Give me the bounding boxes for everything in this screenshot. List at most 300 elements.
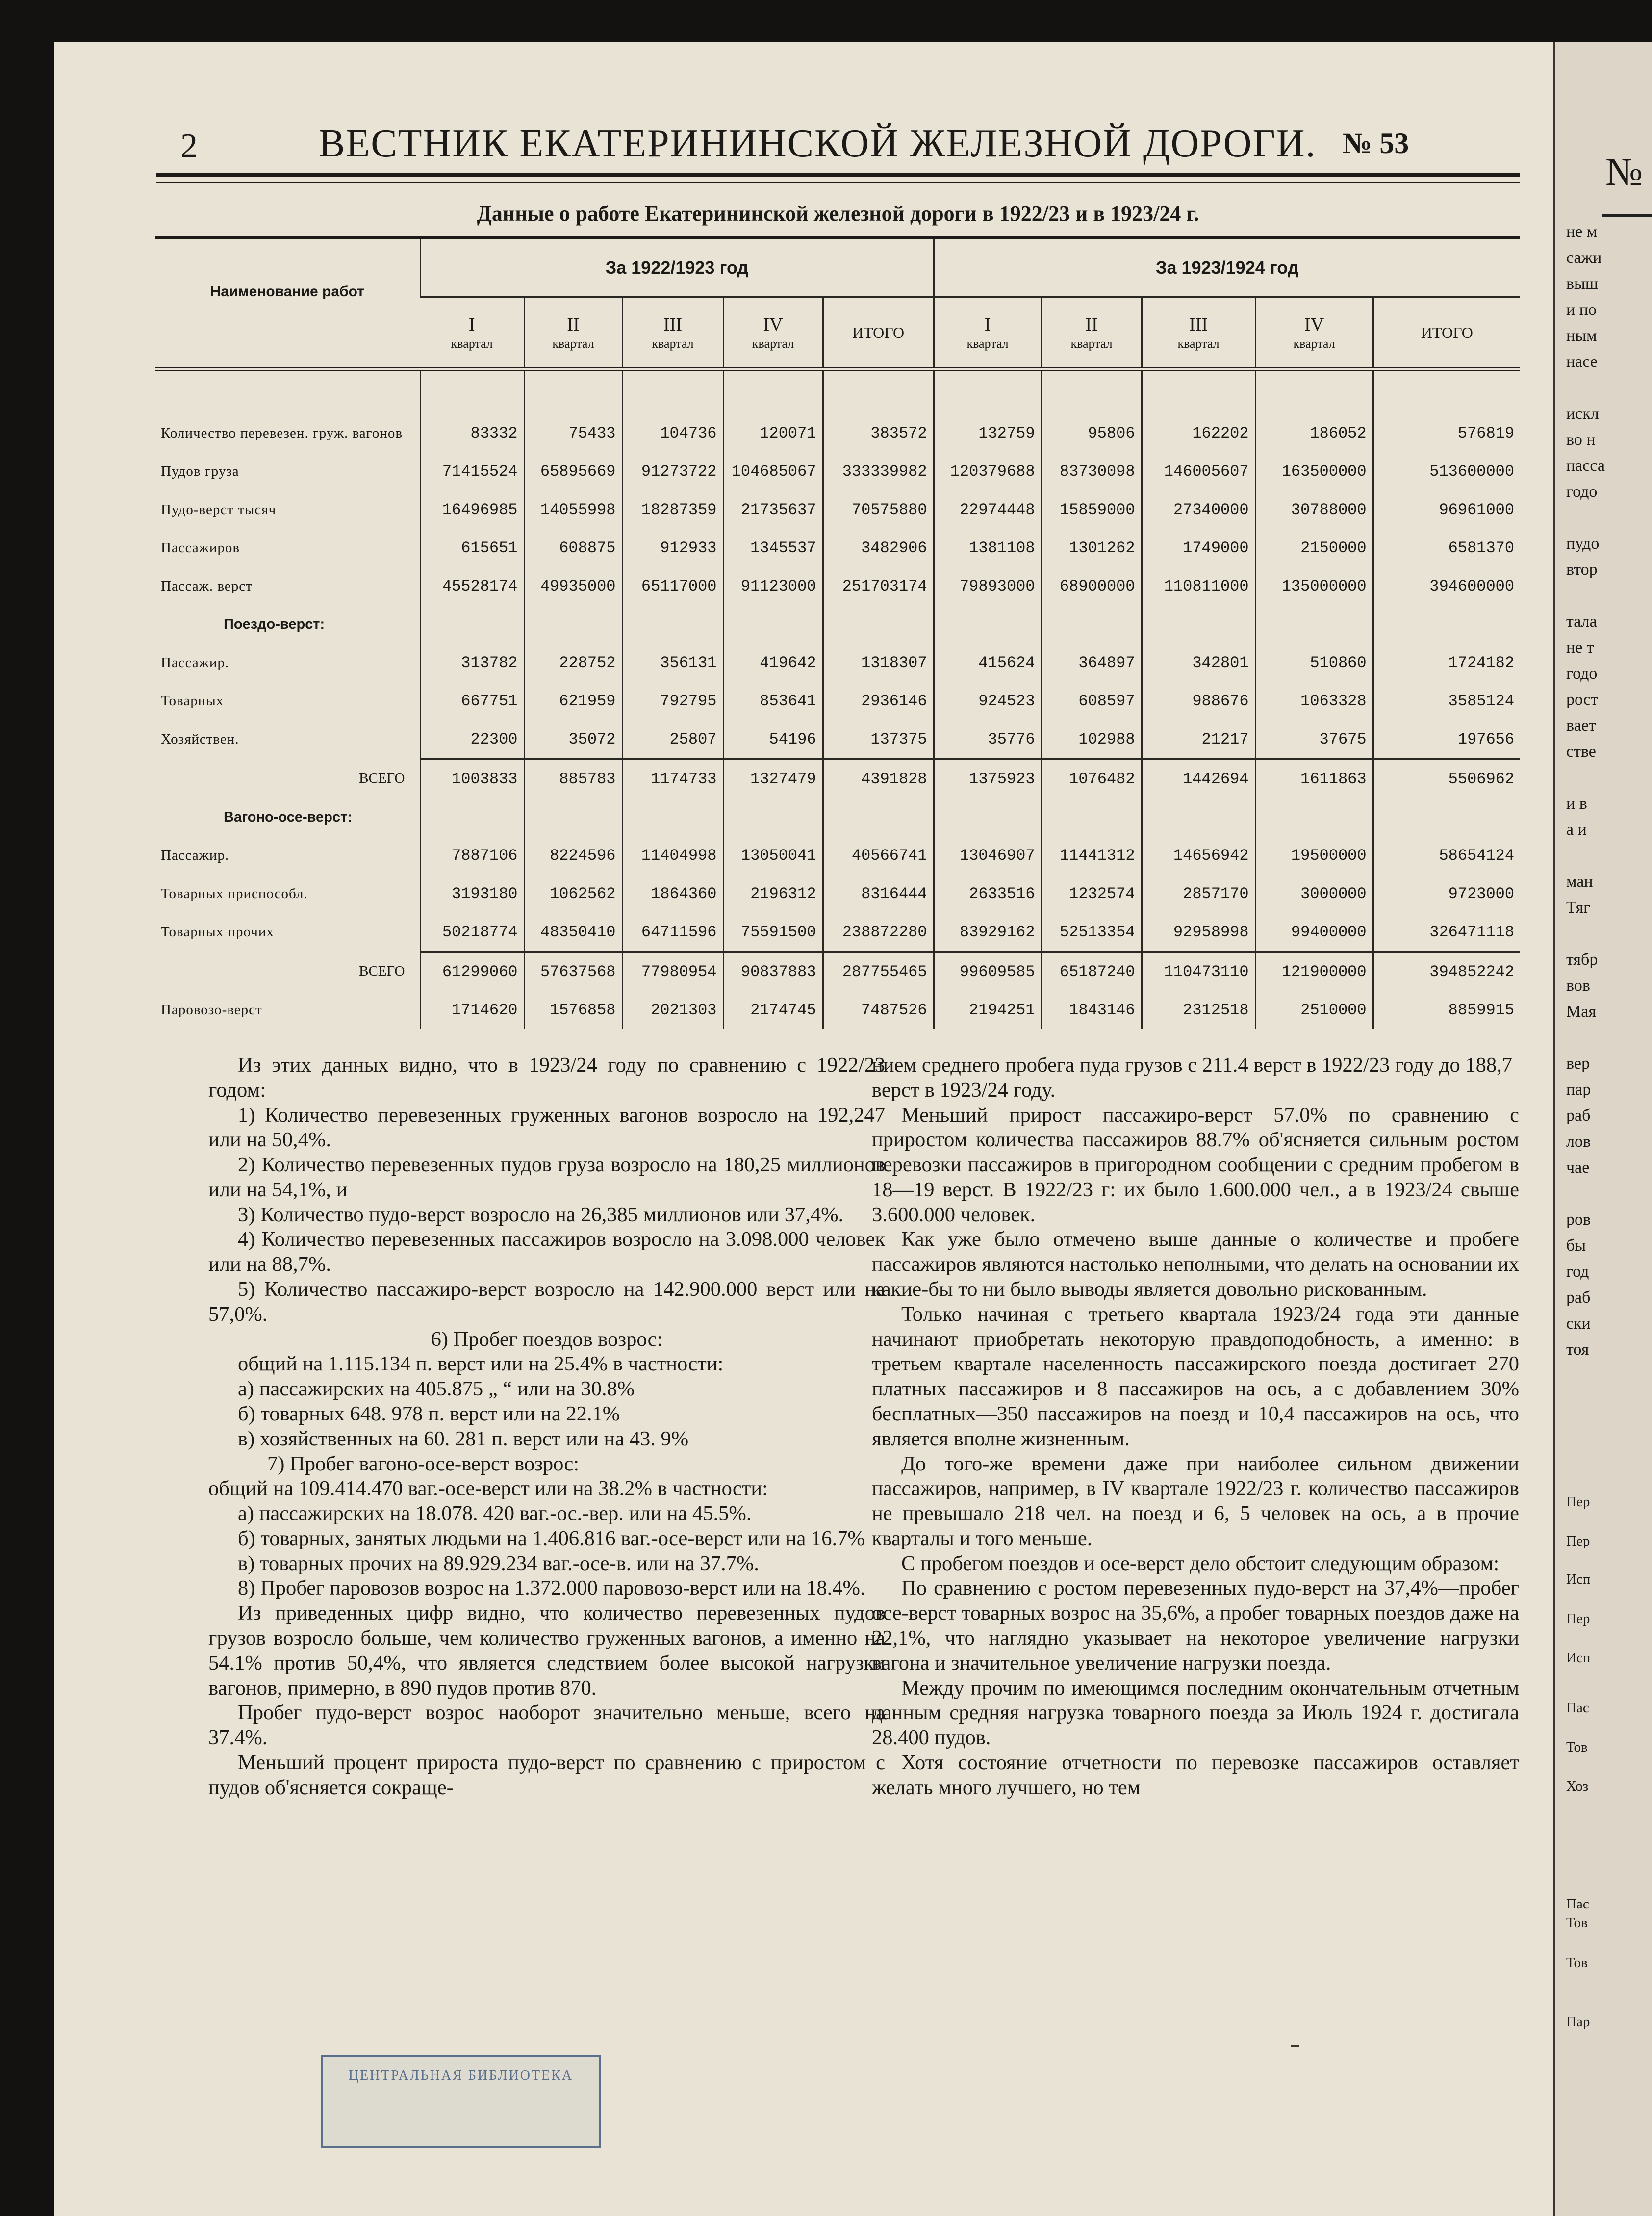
table-cell: 1327479 <box>723 759 823 799</box>
table-cell: 8316444 <box>823 875 934 913</box>
table-cell: 2196312 <box>723 875 823 913</box>
adjacent-table-label: Пер <box>1566 1611 1590 1626</box>
paragraph: Между прочим по имеющимся последним окончательным отчетным данным средняя нагрузка товарного поезда за Июль 1924 г. достигала 28.400 пудов. <box>872 1676 1519 1750</box>
adjacent-text-line: не т <box>1566 639 1594 657</box>
table-cell: 30788000 <box>1255 490 1373 529</box>
quarter-word: квартал <box>1177 336 1220 351</box>
paragraph: Меньший процент прироста пудо-верст по сравнению с приростом с пудов об'ясняется сокраще- <box>208 1751 885 1799</box>
table-cell: 2633516 <box>934 875 1042 913</box>
adjacent-text-line: ски <box>1566 1314 1591 1333</box>
paragraph: б) товарных 648. 978 п. верст или на 22.1% <box>238 1402 620 1425</box>
table-row <box>155 529 1520 567</box>
table-cell: 1174733 <box>622 759 723 799</box>
table-caption: Данные о работе Екатерининской железной дороги в 1922/23 и в 1923/24 г. <box>477 202 1199 226</box>
quarter-header <box>934 297 1042 369</box>
row-label: Пассажир. <box>161 847 229 863</box>
adjacent-text-line: раб <box>1566 1107 1591 1125</box>
adjacent-text-line: ман <box>1566 873 1593 891</box>
table-cell <box>1373 605 1520 644</box>
table-cell: 3193180 <box>420 875 524 913</box>
quarter-word: квартал <box>1070 336 1113 351</box>
table-cell <box>420 798 524 836</box>
table-cell: 15859000 <box>1042 490 1142 529</box>
table-cell: 18287359 <box>622 490 723 529</box>
print-mark <box>1291 2045 1299 2047</box>
adjacent-text-line: а и <box>1566 821 1587 839</box>
adjacent-text-line: вов <box>1566 977 1590 995</box>
table-cell: 1232574 <box>1042 875 1142 913</box>
table-cell: 19500000 <box>1255 836 1373 875</box>
page-number: 2 <box>180 127 198 165</box>
table-cell: 8224596 <box>524 836 622 875</box>
adjacent-table-label: Тов <box>1566 1739 1588 1755</box>
table-cell: 83730098 <box>1042 452 1142 490</box>
row-label: Товарных приспособл. <box>161 885 308 902</box>
adjacent-text-line: выш <box>1566 275 1599 293</box>
table-cell: 14656942 <box>1142 836 1255 875</box>
table-cell: 394852242 <box>1373 952 1520 991</box>
table-cell: 61299060 <box>420 952 524 991</box>
table-cell: 608597 <box>1042 682 1142 720</box>
table-cell <box>823 798 934 836</box>
table-row <box>155 414 1520 452</box>
quarter-header <box>420 297 524 369</box>
adjacent-text-line: во н <box>1566 431 1596 449</box>
table-cell: 1063328 <box>1255 682 1373 720</box>
table-row <box>155 836 1520 875</box>
table-cell <box>823 605 934 644</box>
paragraph: 2) Количество перевезенных пудов груза возросло на 180,25 миллионов или на 54,1%, и <box>208 1153 885 1201</box>
table-cell: 27340000 <box>1142 490 1255 529</box>
table-cell <box>622 605 723 644</box>
adjacent-text-line: годо <box>1566 665 1598 683</box>
quarter-header <box>622 297 723 369</box>
adjacent-text-line <box>1566 765 1652 791</box>
table-cell: 1381108 <box>934 529 1042 567</box>
section-heading: Вагоно-осе-верст: <box>224 809 352 825</box>
table-cell: 1003833 <box>420 759 524 799</box>
table-cell: 2936146 <box>823 682 934 720</box>
table-cell: 65895669 <box>524 452 622 490</box>
adjacent-text-line: бы <box>1566 1237 1586 1255</box>
quarter-word: квартал <box>451 336 493 351</box>
paragraph: а) пассажирских на 18.078. 420 ваг.-ос.-вер. или на 45.5%. <box>238 1502 752 1525</box>
adjacent-text-line: пасса <box>1566 457 1605 475</box>
table-cell: 35072 <box>524 720 622 759</box>
quarter-word: квартал <box>652 336 694 351</box>
adjacent-text-line: годо <box>1566 483 1598 501</box>
adjacent-text-line: стве <box>1566 743 1596 761</box>
table-cell: 13046907 <box>934 836 1042 875</box>
table-cell: 83929162 <box>934 913 1042 952</box>
quarter-roman: II <box>567 314 580 335</box>
adjacent-text-line: чае <box>1566 1159 1590 1177</box>
row-label: Хозяйствен. <box>161 731 239 747</box>
quarter-word: квартал <box>552 336 594 351</box>
table-cell: 2194251 <box>934 991 1042 1029</box>
table-cell: 2312518 <box>1142 991 1255 1029</box>
adjacent-table-label: Пер <box>1566 1533 1590 1549</box>
adjacent-text-line: насе <box>1566 353 1598 371</box>
table-cell: 58654124 <box>1373 836 1520 875</box>
table-cell: 163500000 <box>1255 452 1373 490</box>
table-cell: 52513354 <box>1042 913 1142 952</box>
table-cell: 91273722 <box>622 452 723 490</box>
row-label: ВСЕГО <box>359 770 405 786</box>
table-cell: 48350410 <box>524 913 622 952</box>
table-cell: 228752 <box>524 644 622 682</box>
quarter-word: квартал <box>966 336 1009 351</box>
table-cell: 2174745 <box>723 991 823 1029</box>
table-cell: 132759 <box>934 414 1042 452</box>
itogo-header: ИТОГО <box>1373 297 1520 369</box>
table-cell: 14055998 <box>524 490 622 529</box>
quarter-header <box>1142 297 1255 369</box>
table-cell: 21217 <box>1142 720 1255 759</box>
adjacent-text-line: и в <box>1566 795 1587 813</box>
table-cell: 71415524 <box>420 452 524 490</box>
railway-work-table <box>155 236 1520 1029</box>
paragraph: Из этих данных видно, что в 1923/24 году по сравнению с 1922/23 годом: <box>208 1054 885 1102</box>
quarter-roman: I <box>468 314 475 335</box>
adjacent-text-line: тала <box>1566 613 1597 631</box>
row-header-title: Наименование работ <box>155 238 420 369</box>
table-cell: 326471118 <box>1373 913 1520 952</box>
adjacent-text-line: раб <box>1566 1288 1591 1307</box>
paragraph: Пробег пудо-верст возрос наоборот значительно меньше, всего на 37.4%. <box>208 1701 885 1750</box>
paragraph: в) хозяйственных на 60. 281 п. верст или на 43. 9% <box>238 1427 689 1450</box>
adjacent-table-label: Исп <box>1566 1650 1591 1666</box>
table-cell <box>934 605 1042 644</box>
table-cell: 162202 <box>1142 414 1255 452</box>
table-cell: 2150000 <box>1255 529 1373 567</box>
table-cell: 16496985 <box>420 490 524 529</box>
row-label: Пассажиров <box>161 540 240 556</box>
table-cell: 1375923 <box>934 759 1042 799</box>
table-row <box>155 644 1520 682</box>
text-column-right <box>872 1053 1519 1800</box>
table-cell: 7887106 <box>420 836 524 875</box>
adjacent-text-line: Мая <box>1566 1003 1596 1021</box>
row-label: ВСЕГО <box>359 963 405 979</box>
table-section-row <box>155 605 1520 644</box>
quarter-roman: III <box>663 314 682 335</box>
table-row <box>155 452 1520 490</box>
paragraph: С пробегом поездов и осе-верст дело обстоит следующим образом: <box>901 1551 1500 1575</box>
table-cell: 99609585 <box>934 952 1042 991</box>
paragraph: Как уже было отмечено выше данные о количестве и пробеге пассажиров являются настолько неполными, что делать на основании их какие-бы то ни было выводы является довольно рискованным. <box>872 1228 1519 1301</box>
table-cell: 22974448 <box>934 490 1042 529</box>
adjacent-text-line: вает <box>1566 717 1596 735</box>
table-cell: 13050041 <box>723 836 823 875</box>
table-cell <box>723 798 823 836</box>
table-cell: 287755465 <box>823 952 934 991</box>
table-cell: 364897 <box>1042 644 1142 682</box>
quarter-roman: IV <box>763 314 783 335</box>
table-cell: 104736 <box>622 414 723 452</box>
paragraph: 1) Количество перевезенных груженных вагонов возросло на 192,247 или на 50,4%. <box>208 1103 885 1152</box>
table-cell: 238872280 <box>823 913 934 952</box>
adjacent-page-rule <box>1602 214 1652 217</box>
adjacent-page-text <box>1566 219 1652 1363</box>
table-row <box>155 913 1520 952</box>
table-cell <box>1373 798 1520 836</box>
text-column-left <box>208 1053 885 1800</box>
adjacent-text-line: год <box>1566 1263 1589 1281</box>
table-cell: 513600000 <box>1373 452 1520 490</box>
paragraph: 7) Пробег вагоно-осе-верст возрос: <box>267 1452 580 1475</box>
row-label: Паровозо-верст <box>161 1002 262 1018</box>
table-row <box>155 682 1520 720</box>
table-cell <box>622 798 723 836</box>
adjacent-page-strip <box>1553 42 1652 2216</box>
table-row <box>155 991 1520 1029</box>
adjacent-text-line <box>1566 1181 1652 1207</box>
table-cell: 11441312 <box>1042 836 1142 875</box>
table-cell <box>934 798 1042 836</box>
table-cell: 1301262 <box>1042 529 1142 567</box>
adjacent-text-line: пудо <box>1566 535 1600 553</box>
adjacent-table-label: Пер <box>1566 1494 1590 1510</box>
quarter-roman: II <box>1085 314 1098 335</box>
itogo-header: ИТОГО <box>823 297 934 369</box>
table-cell: 621959 <box>524 682 622 720</box>
table-row <box>155 875 1520 913</box>
table-row <box>155 952 1520 991</box>
table-cell: 3585124 <box>1373 682 1520 720</box>
paragraph: общий на 109.414.470 ваг.-осе-верст или на 38.2% в частности: <box>208 1477 768 1500</box>
row-label: Товарных прочих <box>161 924 274 940</box>
table-cell: 45528174 <box>420 567 524 605</box>
table-cell: 924523 <box>934 682 1042 720</box>
table-cell: 110811000 <box>1142 567 1255 605</box>
table-cell: 64711596 <box>622 913 723 952</box>
table-cell: 5506962 <box>1373 759 1520 799</box>
table-cell: 415624 <box>934 644 1042 682</box>
header-rule-thick <box>156 173 1520 177</box>
table-cell <box>1042 798 1142 836</box>
table-cell: 3482906 <box>823 529 934 567</box>
table-cell: 96961000 <box>1373 490 1520 529</box>
table-cell <box>420 605 524 644</box>
table-cell: 1345537 <box>723 529 823 567</box>
table-cell: 65187240 <box>1042 952 1142 991</box>
adjacent-table-label: Пар <box>1566 2014 1590 2030</box>
table-cell <box>1142 798 1255 836</box>
table-cell: 146005607 <box>1142 452 1255 490</box>
paragraph: 8) Пробег паровозов возрос на 1.372.000 паровозо-верст или на 18.4%. <box>238 1576 865 1600</box>
adjacent-text-line: ным <box>1566 327 1597 345</box>
table-cell: 121900000 <box>1255 952 1373 991</box>
table-cell: 120379688 <box>934 452 1042 490</box>
quarter-roman: I <box>984 314 991 335</box>
library-stamp <box>321 2055 601 2148</box>
adjacent-text-line: искл <box>1566 405 1599 423</box>
table-cell: 50218774 <box>420 913 524 952</box>
adjacent-text-line <box>1566 1025 1652 1051</box>
row-label: Пудов груза <box>161 463 239 479</box>
quarter-roman: III <box>1189 314 1208 335</box>
table-cell: 40566741 <box>823 836 934 875</box>
row-label: Товарных <box>161 693 224 709</box>
adjacent-text-line: втор <box>1566 561 1598 579</box>
table-cell: 11404998 <box>622 836 723 875</box>
table-cell: 25807 <box>622 720 723 759</box>
table-cell: 383572 <box>823 414 934 452</box>
table-cell: 853641 <box>723 682 823 720</box>
quarter-header <box>524 297 622 369</box>
table-cell: 313782 <box>420 644 524 682</box>
paragraph: Из приведенных цифр видно, что количество перевезенных пудов грузов возросло больше, чем количество груженных вагонов, а именно на 54.1% против 50,4%, что является следствием более высокой нагрузки вагонов, примерно, в 890 пудов против 870. <box>208 1601 885 1700</box>
adjacent-text-line <box>1566 375 1652 401</box>
table-cell: 92958998 <box>1142 913 1255 952</box>
table-cell: 49935000 <box>524 567 622 605</box>
adjacent-text-line: вер <box>1566 1055 1590 1073</box>
table-cell: 615651 <box>420 529 524 567</box>
table-cell: 120071 <box>723 414 823 452</box>
table-row <box>155 720 1520 759</box>
table-cell: 912933 <box>622 529 723 567</box>
table-cell: 4391828 <box>823 759 934 799</box>
table-cell: 608875 <box>524 529 622 567</box>
row-label: Количество перевезен. груж. вагонов <box>161 425 403 441</box>
table-cell: 65117000 <box>622 567 723 605</box>
paragraph: До того-же времени даже при наиболее сильном движении пассажиров, например, в IV квартале 1922/23 г. количество пассажиров не превышало 218 чел. на поезд и 6, 5 человек на ось, а в прочие кварталы и того меньше. <box>872 1452 1519 1550</box>
table-cell: 135000000 <box>1255 567 1373 605</box>
adjacent-text-line: не м <box>1566 223 1598 241</box>
quarter-header <box>1042 297 1142 369</box>
table-cell: 1576858 <box>524 991 622 1029</box>
section-heading: Поездо-верст: <box>224 616 325 632</box>
table-cell: 394600000 <box>1373 567 1520 605</box>
paragraph: По сравнению с ростом перевезенных пудо-верст на 37,4%—пробег осе-верст товарных возрос на 35,6%, а пробег товарных поездов даже на 22,1%, что наглядно указывает на некоторое увеличение нагрузки вагона и значительное увеличение нагрузки поезда. <box>872 1576 1519 1675</box>
table-cell: 57637568 <box>524 952 622 991</box>
paragraph: 5) Количество пассажиро-верст возросло на 142.900.000 верст или на 57,0%. <box>208 1278 885 1326</box>
table-cell: 1864360 <box>622 875 723 913</box>
issue-number: № 53 <box>1343 127 1409 159</box>
table-cell: 22300 <box>420 720 524 759</box>
adjacent-text-line: тоя <box>1566 1340 1589 1359</box>
adjacent-table-label: Исп <box>1566 1572 1591 1587</box>
row-label: Пассаж. верст <box>161 578 253 594</box>
table-cell: 75433 <box>524 414 622 452</box>
table-cell <box>1142 605 1255 644</box>
year-1922-23-header: За 1922/1923 год <box>420 238 934 297</box>
table-cell: 419642 <box>723 644 823 682</box>
table-cell: 6581370 <box>1373 529 1520 567</box>
table-cell: 1611863 <box>1255 759 1373 799</box>
adjacent-table-label: Хоз <box>1566 1778 1589 1794</box>
table-cell: 110473110 <box>1142 952 1255 991</box>
table-cell: 186052 <box>1255 414 1373 452</box>
table-cell: 1714620 <box>420 991 524 1029</box>
paragraph: в) товарных прочих на 89.929.234 ваг.-осе-в. или на 37.7%. <box>238 1551 759 1575</box>
table-cell: 1062562 <box>524 875 622 913</box>
header-rule-thin <box>156 182 1520 183</box>
table-cell: 99400000 <box>1255 913 1373 952</box>
table-cell: 95806 <box>1042 414 1142 452</box>
adjacent-table-label: Тов <box>1566 1915 1588 1931</box>
table-cell: 68900000 <box>1042 567 1142 605</box>
table-cell: 90837883 <box>723 952 823 991</box>
quarter-header <box>723 297 823 369</box>
table-cell: 75591500 <box>723 913 823 952</box>
table-cell: 576819 <box>1373 414 1520 452</box>
table-cell: 251703174 <box>823 567 934 605</box>
quarter-roman: IV <box>1304 314 1324 335</box>
paragraph: общий на 1.115.134 п. верст или на 25.4% в частности: <box>238 1352 724 1376</box>
table-cell <box>524 798 622 836</box>
adjacent-text-line <box>1566 843 1652 869</box>
table-spacer-row <box>155 369 1520 414</box>
paragraph: 6) Пробег поездов возрос: <box>431 1327 663 1351</box>
table-cell: 197656 <box>1373 720 1520 759</box>
table-cell: 83332 <box>420 414 524 452</box>
table-cell: 21735637 <box>723 490 823 529</box>
table-cell <box>1255 605 1373 644</box>
row-label: Пассажир. <box>161 654 229 670</box>
table-row <box>155 490 1520 529</box>
table-cell: 70575880 <box>823 490 934 529</box>
adjacent-table-label: Пас <box>1566 1896 1589 1912</box>
paragraph: Только начиная с третьего квартала 1923/24 года эти данные начинают приобретать некоторую правдоподобность, а именно: в третьем квартале населенность пассажирского поезда достигает 270 платных пассажиров и 8 пассажиров на ось, а с добавлением 30% бесплатных—350 пассажиров на поезд и 10,4 пассажиров на ось, что является вполне жизненным. <box>872 1302 1519 1450</box>
table-section-row <box>155 798 1520 836</box>
paragraph: 4) Количество перевезенных пассажиров возросло на 3.098.000 человек или на 88,7%. <box>208 1228 885 1276</box>
adjacent-text-line: Тяг <box>1566 899 1591 917</box>
table-cell: 667751 <box>420 682 524 720</box>
paragraph: б) товарных, занятых людьми на 1.406.816 ваг.-осе-верст или на 16.7% <box>238 1526 865 1550</box>
table-cell <box>1255 798 1373 836</box>
table-cell: 79893000 <box>934 567 1042 605</box>
table-cell: 37675 <box>1255 720 1373 759</box>
paragraph: Меньший прирост пассажиро-верст 57.0% по сравнению с приростом количества пассажиров 88.7% об'ясняется сильным ростом перевозки пассажиров в пригородном сообщении с средним пробегом в 18—19 верст. В 1922/23 г: их было 1.600.000 чел., а в 1923/24 свыше 3.600.000 человек. <box>872 1103 1519 1226</box>
table-cell: 1843146 <box>1042 991 1142 1029</box>
table-cell: 988676 <box>1142 682 1255 720</box>
adjacent-text-line <box>1566 921 1652 947</box>
adjacent-table-label: Пас <box>1566 1700 1589 1716</box>
paragraph: 3) Количество пудо-верст возросло на 26,385 миллионов или 37,4%. <box>238 1203 844 1226</box>
adjacent-text-line: пар <box>1566 1081 1591 1099</box>
paragraph: нием среднего пробега пуда грузов с 211.4 верст в 1922/23 году до 188,7 верст в 1923/24 году. <box>872 1054 1512 1102</box>
table-cell: 342801 <box>1142 644 1255 682</box>
table-cell <box>1042 605 1142 644</box>
table-cell: 77980954 <box>622 952 723 991</box>
table-cell: 102988 <box>1042 720 1142 759</box>
paragraph: а) пассажирских на 405.875 „ “ или на 30.8% <box>238 1377 635 1401</box>
table-cell: 333339982 <box>823 452 934 490</box>
table-row <box>155 567 1520 605</box>
table-cell <box>524 605 622 644</box>
table-cell: 792795 <box>622 682 723 720</box>
paragraph: Хотя состояние отчетности по перевозке пассажиров оставляет желать много лучшего, но тем <box>872 1751 1519 1799</box>
table-cell: 2021303 <box>622 991 723 1029</box>
adjacent-text-line <box>1566 583 1652 609</box>
adjacent-text-line: ров <box>1566 1211 1591 1229</box>
table-cell: 91123000 <box>723 567 823 605</box>
quarter-word: квартал <box>1293 336 1335 351</box>
adjacent-text-line: лов <box>1566 1133 1591 1151</box>
adjacent-text-line <box>1566 505 1652 531</box>
table-cell: 8859915 <box>1373 991 1520 1029</box>
table-cell: 9723000 <box>1373 875 1520 913</box>
table-cell: 7487526 <box>823 991 934 1029</box>
table-cell <box>723 605 823 644</box>
table-cell: 1442694 <box>1142 759 1255 799</box>
adjacent-table-label: Тов <box>1566 1955 1588 1971</box>
row-label: Пудо-верст тысяч <box>161 501 277 517</box>
table-cell: 137375 <box>823 720 934 759</box>
table-cell: 104685067 <box>723 452 823 490</box>
